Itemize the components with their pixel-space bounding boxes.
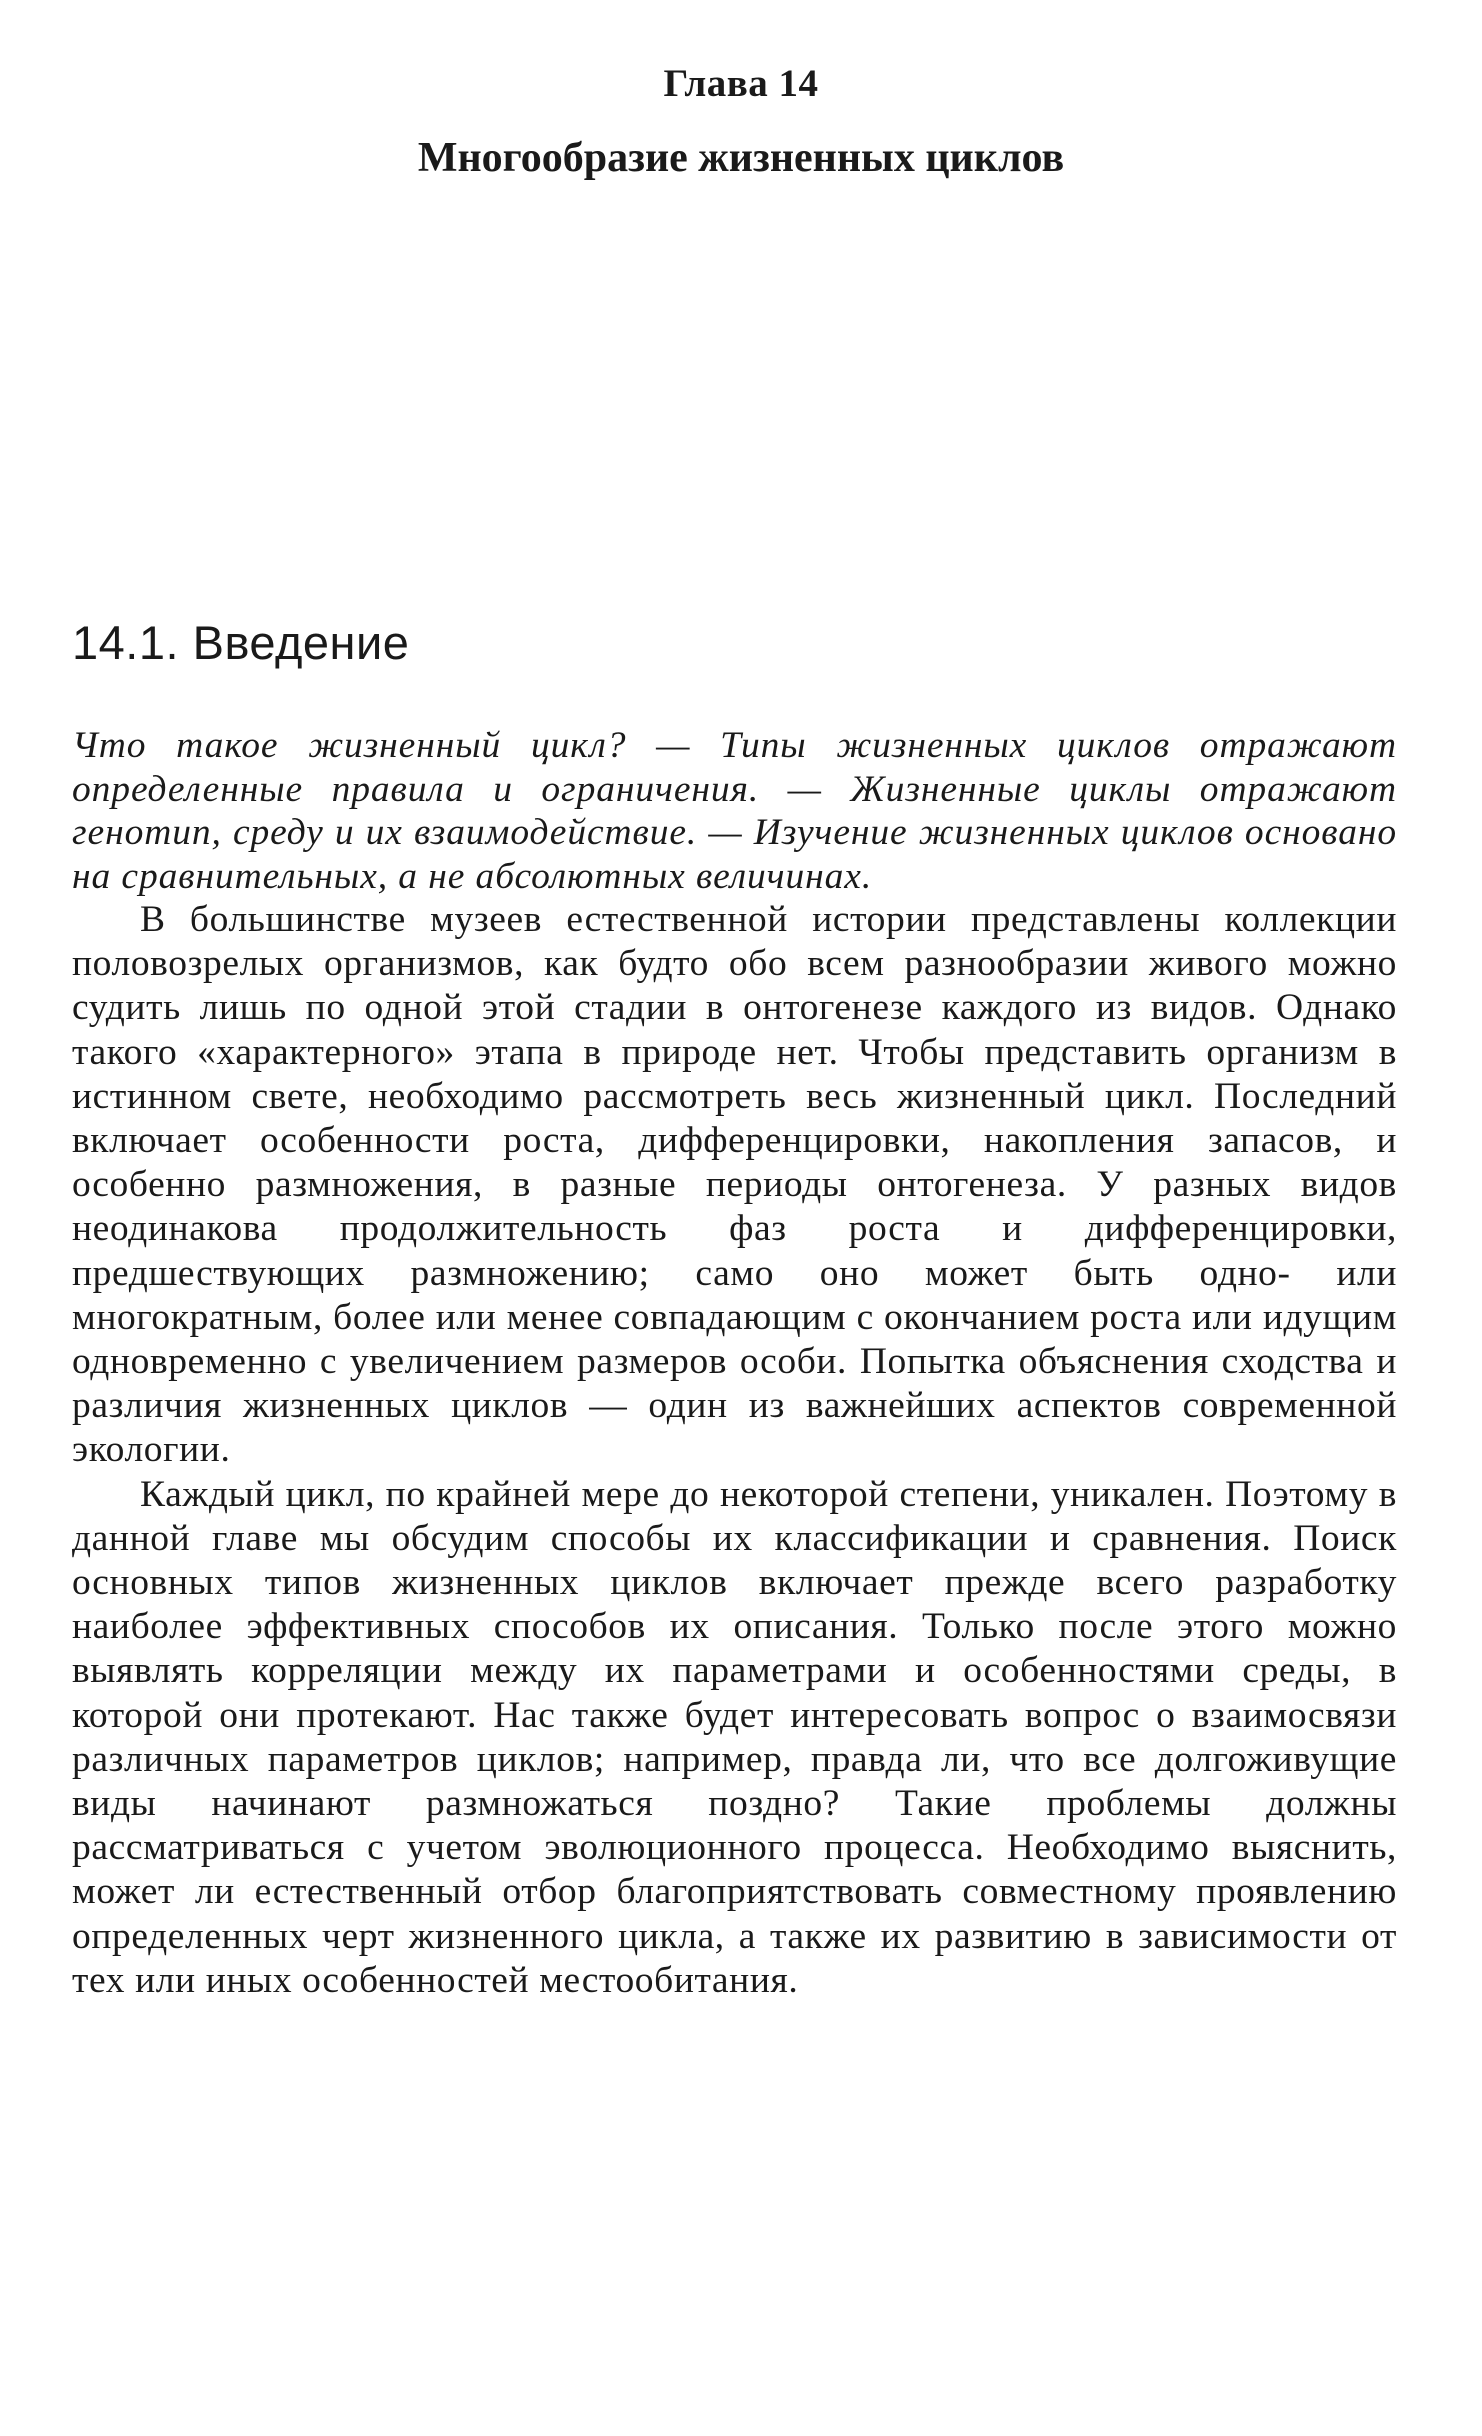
paragraph-2: Каждый цикл, по крайней мере до некоторой степени, уникален. Поэтому в данной главе мы обсудим способы их классификации и сравнения. Поиск основных типов жизненных циклов включает прежде всего разработку наиболее эффективных способов их описания. Только после этого можно выявлять корреляции между их параметрами и особенностями среды, в которой они протекают. Нас также будет интересовать вопрос о взаимосвязи различных параметров циклов; например, правда ли, что все долгоживущие виды начинают размножаться поздно? Такие проблемы должны рассматриваться с учетом эволюционного процесса. Необходимо выяснить, может ли естественный отбор благоприятствовать совместному проявлению определенных черт жизненного цикла, а также их развитию в зависимости от тех или иных особенностей местообитания. — [72, 1473, 1397, 2001]
paragraph-1: В большинстве музеев естественной истории представлены коллекции половозрелых организмов, как будто обо всем разнообразии живого можно судить лишь по одной этой стадии в онтогенезе каждого из видов. Однако такого «характерного» этапа в природе нет. Чтобы представить организм в истинном свете, необходимо рассмотреть весь жизненный цикл. Последний включает особенности роста, дифференцировки, накопления запасов, и особенно размножения, в разные периоды онтогенеза. У разных видов неодинакова продолжительность фаз роста и дифференцировки, предшествующих размножению; само оно может быть одно- или многократным, более или менее совпадающим с окончанием роста или идущим одновременно с увеличением размеров особи. Попытка объяснения сходства и различия жизненных циклов — один из важнейших аспектов современной экологии. — [72, 899, 1397, 1471]
chapter-title: Многообразие жизненных циклов — [417, 135, 1065, 181]
section-abstract: Что такое жизненный цикл? — Типы жизненных циклов отражают определенные правила и ограничения. — Жизненные циклы отражают генотип, среду и их взаимодействие. — Изучение жизненных циклов основано на сравнительных, а не абсолютных величинах. — [72, 725, 1397, 897]
body-text — [72, 724, 1397, 2003]
section-heading: 14.1. Введение — [72, 616, 410, 669]
chapter-number: Глава 14 — [663, 62, 819, 105]
